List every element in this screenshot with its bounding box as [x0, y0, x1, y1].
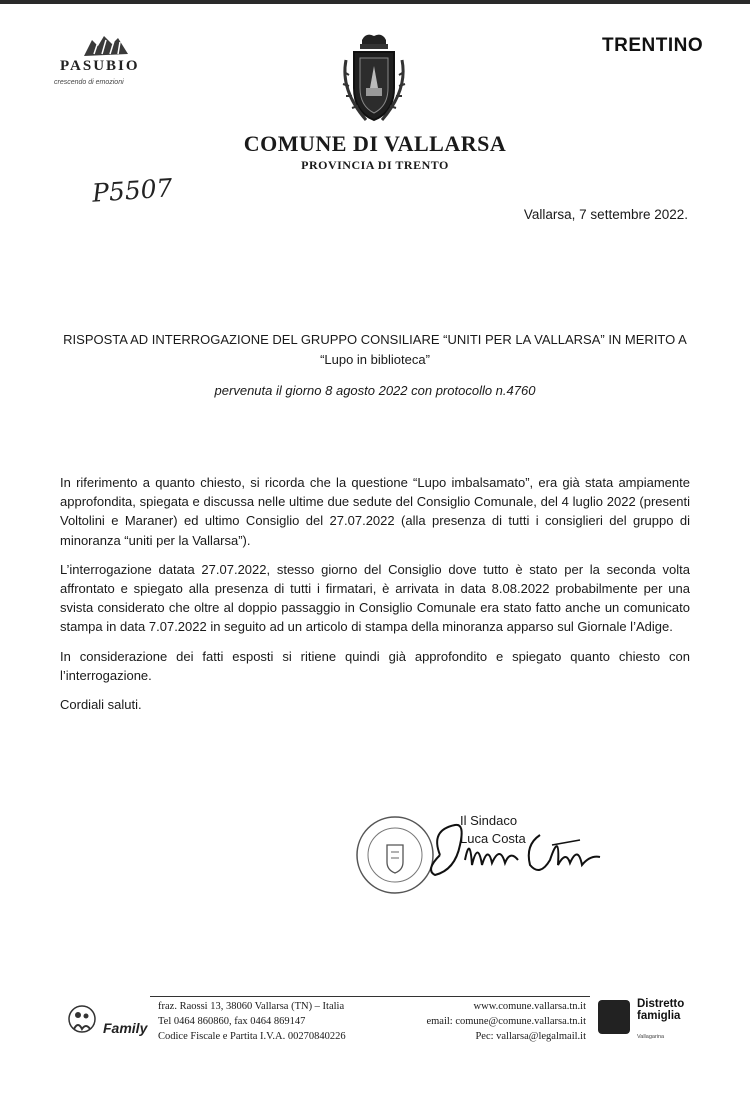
handwritten-signature-icon — [410, 815, 610, 885]
municipality-title: COMUNE DI VALLARSA — [243, 131, 507, 156]
received-note: pervenuta il giorno 8 agosto 2022 con protocollo n.4760 — [214, 383, 536, 398]
footer-tax-code: Codice Fiscale e Partita I.V.A. 00270840226 — [158, 1031, 346, 1042]
document-date: Vallarsa, 7 settembre 2022. — [523, 207, 688, 222]
footer-address: fraz. Raossi 13, 38060 Vallarsa (TN) – Italia — [158, 1001, 345, 1012]
province-subtitle: PROVINCIA DI TRENTO — [301, 158, 449, 172]
distretto-subtitle: Vallagarina — [637, 1034, 665, 1040]
closing-salutation: Cordiali saluti. — [60, 697, 142, 713]
body-paragraph-3: In considerazione dei fatti esposti si ritiene quindi già approfondito e spiegato quanto chiesto con l’interrogazione. — [60, 648, 690, 683]
distretto-line-1: Distretto — [637, 998, 685, 1010]
distretto-line-2: famiglia — [637, 1009, 681, 1022]
pasubio-logo-text: PASUBIO — [60, 58, 140, 74]
signatory-name: Luca Costa — [460, 831, 526, 846]
distretto-famiglia-logo-text — [637, 999, 684, 1022]
distretto-famiglia-icon — [598, 1000, 630, 1034]
footer-contact-right — [380, 999, 586, 1044]
subject-block — [60, 330, 690, 370]
footer-pec[interactable]: Pec: vallarsa@legalmail.it — [475, 1031, 586, 1042]
signatory-title: Il Sindaco — [460, 813, 518, 828]
letter-body — [60, 473, 690, 724]
pasubio-tagline: crescendo di emozioni — [54, 79, 124, 86]
subject-line-2: “Lupo in biblioteca” — [320, 352, 430, 367]
body-paragraph-2: L’interrogazione datata 27.07.2022, stesso giorno del Consiglio dove tutto è stato per la seconda volta affrontato e spiegato alla presenza di tutti i firmatari, è arrivata in data 8.08.2022 probabilmente per una svista considerato che oltre al doppio passaggio in Consiglio Comunale era stato fatto anche un comunicato stampa in data 7.07.2022 in seguito ad un articolo di stampa della minoranza apparso sul Giornale l’Adige. — [60, 561, 690, 635]
footer-website[interactable]: www.comune.vallarsa.tn.it — [473, 1001, 586, 1012]
subject-line-1: RISPOSTA AD INTERROGAZIONE DEL GRUPPO CONSILIARE “UNITI PER LA VALLARSA” IN MERITO A — [63, 332, 687, 347]
body-paragraph-1: In riferimento a quanto chiesto, si ricorda che la questione “Lupo imbalsamato”, era già stata ampiamente approfondita, spiegata e discussa nelle ultime due sedute del Consiglio Comunale, del 4 luglio 2022 (presenti Voltolini e Maraner) ed ultimo Consiglio del 27.07.2022 (alla presenza di tutti i consiglieri del gruppo di minoranza “uniti per la Vallarsa”). — [60, 475, 690, 548]
footer-contact-left — [158, 999, 346, 1044]
scan-top-edge — [0, 0, 750, 4]
municipal-crest-icon — [332, 30, 416, 126]
footer-phone: Tel 0464 860860, fax 0464 869147 — [158, 1016, 306, 1027]
footer-divider — [150, 996, 590, 997]
family-logo-text: Family — [103, 1020, 148, 1036]
footer-email[interactable]: email: comune@comune.vallarsa.tn.it — [426, 1016, 586, 1027]
trentino-logo: TRENTINO — [602, 35, 704, 56]
handwritten-protocol-number: P5507 — [91, 173, 174, 208]
